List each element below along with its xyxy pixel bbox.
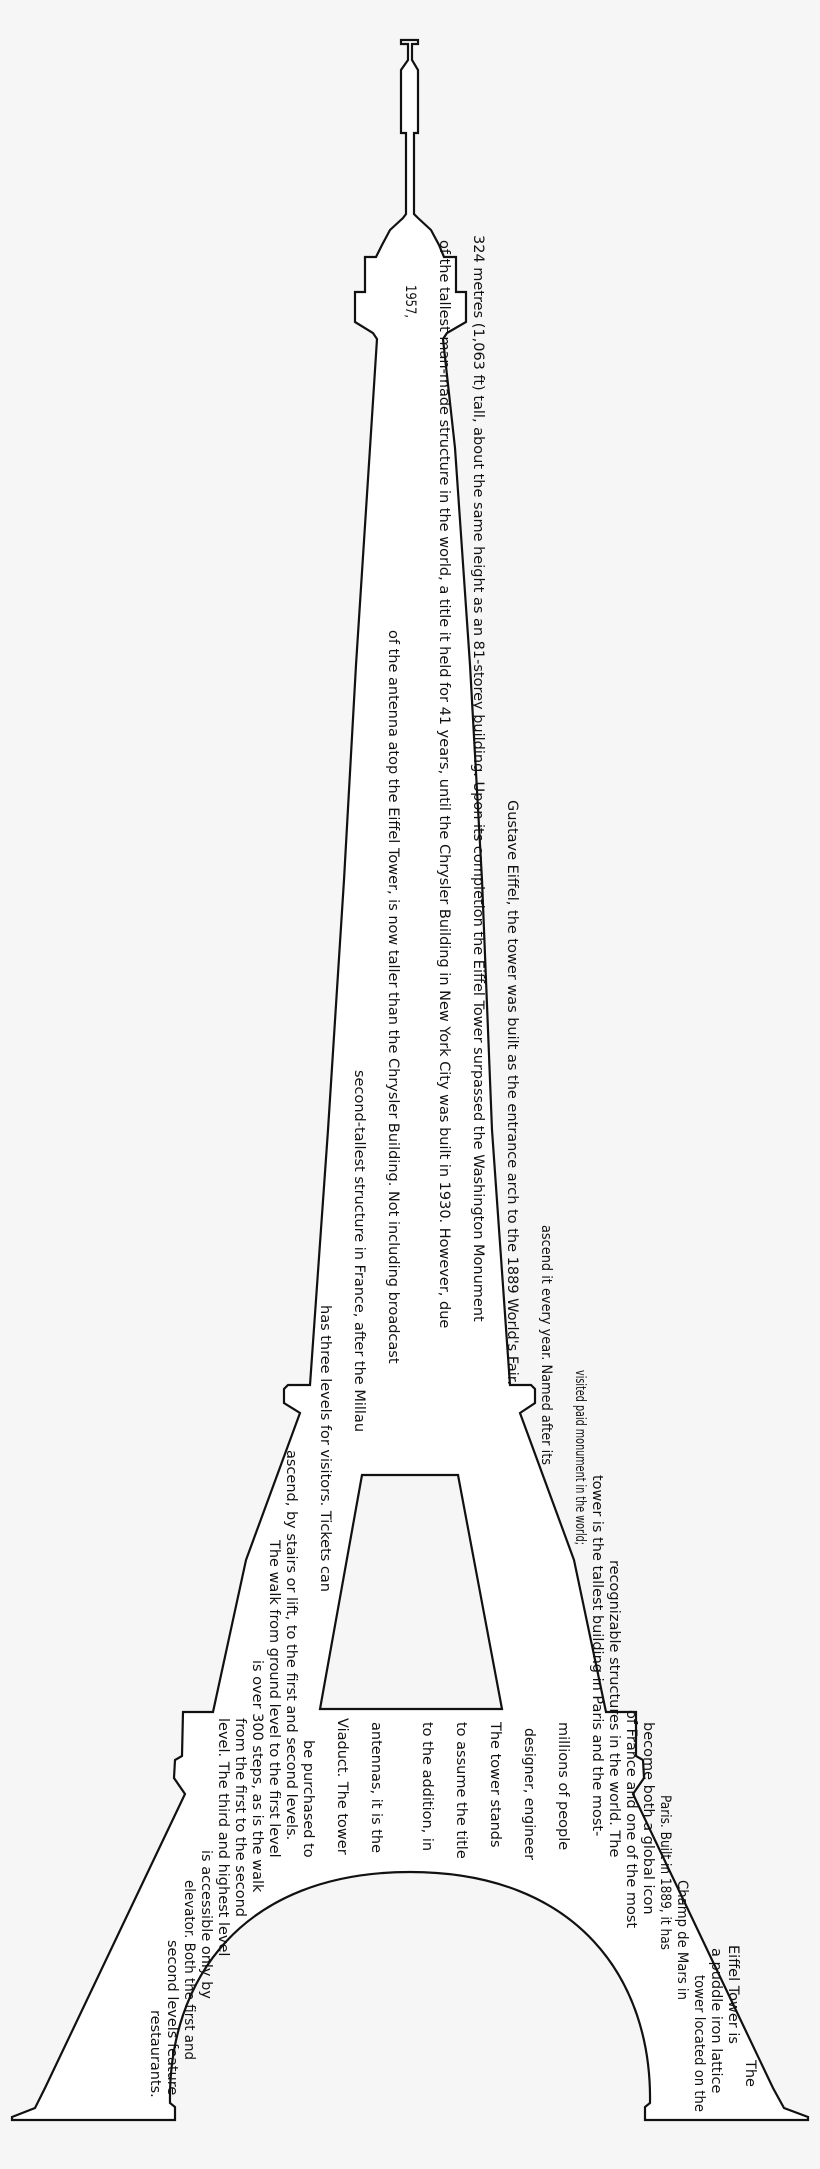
tower-text-column: Champ de Mars in	[674, 1880, 690, 2012]
tower-text-column: ascend, by stairs or lift, to the first and second levels.	[283, 1450, 299, 1841]
tower-text-column: is over 300 steps, as is the walk	[249, 1660, 265, 1893]
tower-text-column: has three levels for visitors. Tickets can	[317, 1305, 333, 1592]
tower-text-column: of the tallest man-made structure in the world, a title it held for 41 years, until the Chrysler Building in New York City was built in 1930. However, due	[436, 240, 452, 1329]
tower-text-column: 324 metres (1,063 ft) tall, about the same height as an 81-storey building. Upon its completion the Eiffel Tower surpassed the Washington Monument	[470, 235, 486, 1322]
tower-text-column: to assume the title	[453, 1722, 469, 1859]
tower-text-column: tower located on the	[691, 1975, 707, 2126]
tower-text-column: Viaduct. The tower	[334, 1718, 350, 1855]
tower-text-column: of France and one of the most	[623, 1710, 639, 1929]
tower-text-column: restaurants.	[147, 2010, 163, 2098]
tower-text-column: designer, engineer	[521, 1728, 537, 1865]
tower-text-column: Eiffel Tower is	[725, 1945, 741, 2044]
tower-text-column: Gustave Eiffel, the tower was built as the entrance arch to the 1889 World's Fair.	[504, 800, 520, 1386]
tower-text-column: become both a global icon	[640, 1722, 656, 1915]
tower-text-column: to the addition, in	[419, 1722, 435, 1852]
tower-text-column: visited paid monument in the world;	[572, 1370, 588, 1634]
tower-text-column: ascend it every year. Named after its	[538, 1225, 554, 1495]
tower-text-column: The tower stands	[487, 1722, 503, 1848]
tower-text-column: tower is the tallest building in Paris and the most-	[589, 1475, 605, 1837]
tower-silhouette	[12, 40, 808, 2126]
tower-text-column: be purchased to	[300, 1740, 316, 1858]
tower-text-column: Paris. Built in 1889, it has	[657, 1795, 673, 1981]
tower-text-column: The	[742, 2060, 758, 2087]
tower-text-column: second-tallest structure in France, after the Millau	[351, 1070, 367, 1433]
tower-text-column: The walk from ground level to the first level	[266, 1540, 282, 1858]
tower-text-column: antennas, it is the	[368, 1722, 384, 1854]
tower-text-column: from the first to the second	[232, 1718, 248, 1917]
tower-text-column: elevator. Both the first and	[181, 1880, 197, 2075]
tower-text-column: is accessible only by	[198, 1850, 214, 1999]
tower-text-column: millions of people	[555, 1722, 571, 1851]
tower-text-column: a puddle iron lattice	[708, 1948, 724, 2094]
tower-text-column: recognizable structures in the world. The	[606, 1560, 622, 1858]
tower-text-column: second levels feature	[164, 1940, 180, 2096]
tower-text-column: 1957,	[402, 285, 418, 327]
tower-text-column: level. The third and highest level	[215, 1718, 231, 1957]
tower-text-column: of the antenna atop the Eiffel Tower, is now taller than the Chrysler Building. Not including broadcast	[385, 630, 401, 1364]
